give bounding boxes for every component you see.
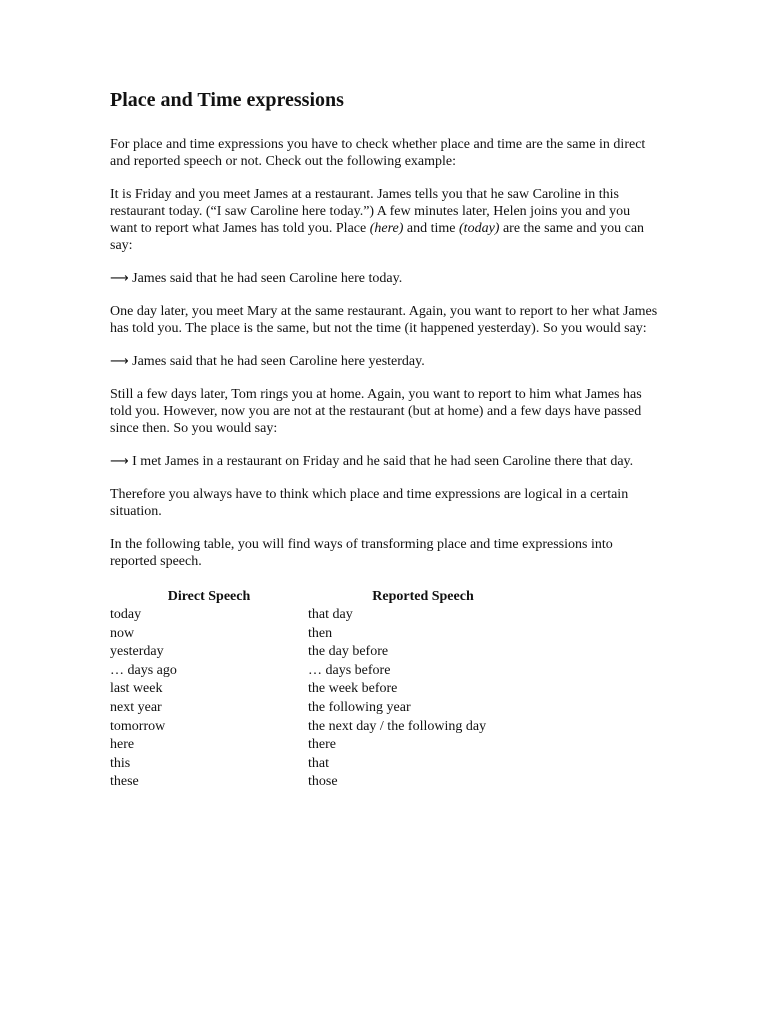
direct-cell: next year xyxy=(110,699,162,715)
scenario-a-text: It is Friday and you meet James at a restaurant. James tells you that he saw Caroline in this restaurant today. (“I saw Caroline here today.”) A few minutes later, Helen joins you and you want to report what James has told you. Place xyxy=(110,187,631,236)
arrow-icon: ⟶ xyxy=(110,454,129,469)
direct-cell: last week xyxy=(110,681,163,697)
direct-cell: today xyxy=(110,607,142,622)
direct-speech-header: Direct Speech xyxy=(167,588,251,604)
reported-cell: the following year xyxy=(308,699,411,715)
reported-cell: those xyxy=(308,774,338,790)
arrow-icon: ⟶ xyxy=(110,271,129,286)
table-row xyxy=(110,755,538,774)
table-row xyxy=(110,680,538,699)
table-row xyxy=(110,718,538,737)
reported-cell: that day xyxy=(308,607,353,622)
scenario-c-paragraph: Still a few days later, Tom rings you at home. Again, you want to report to him what James has told you. However, now you are not at the restaurant (but at home) and a few days have passed since then. So you would say: xyxy=(110,387,642,436)
reported-cell: the next day / the following day xyxy=(308,718,487,734)
direct-cell: yesterday xyxy=(110,644,164,660)
direct-cell: these xyxy=(110,774,139,790)
reported-cell: the week before xyxy=(308,681,398,697)
example-1 xyxy=(110,270,660,287)
example-3-text: I met James in a restaurant on Friday and he said that he had seen Caroline there that day. xyxy=(132,454,634,469)
reported-cell: there xyxy=(308,737,336,753)
reported-cell: then xyxy=(308,625,333,641)
example-2-text: James said that he had seen Caroline here yesterday. xyxy=(132,354,425,369)
direct-cell: tomorrow xyxy=(110,718,166,734)
today-emphasis: (today) xyxy=(459,221,500,236)
example-3 xyxy=(110,453,660,470)
table-row xyxy=(110,736,538,755)
intro-paragraph: For place and time expressions you have to check whether place and time are the same in direct and reported speech or not. Check out the following example: xyxy=(110,137,646,169)
page-title: Place and Time expressions xyxy=(110,89,344,111)
direct-cell: this xyxy=(110,755,131,771)
and-time-text: and time xyxy=(403,221,460,236)
scenario-b-paragraph: One day later, you meet Mary at the same restaurant. Again, you want to report to her what James has told you. The place is the same, but not the time (it happened yesterday). So you would say: xyxy=(110,304,658,336)
table-intro-paragraph: In the following table, you will find ways of transforming place and time expressions into reported speech. xyxy=(110,537,613,569)
conclusion-paragraph: Therefore you always have to think which place and time expressions are logical in a certain situation. xyxy=(110,487,629,519)
document-page xyxy=(110,88,660,792)
reported-cell: the day before xyxy=(308,644,389,660)
direct-cell: now xyxy=(110,625,135,641)
scenario-a-end-text: are the same and you can say: xyxy=(110,221,645,253)
expressions-table xyxy=(110,586,538,792)
example-1-text: James said that he had seen Caroline here today. xyxy=(132,271,403,286)
scenario-a-paragraph xyxy=(110,186,660,254)
table-row xyxy=(110,625,538,644)
reported-cell: that xyxy=(308,755,329,771)
reported-cell: … days before xyxy=(308,662,391,678)
direct-cell: here xyxy=(110,737,135,753)
here-emphasis: (here) xyxy=(369,221,404,236)
direct-cell: … days ago xyxy=(110,662,177,678)
reported-speech-header: Reported Speech xyxy=(372,588,474,604)
example-2 xyxy=(110,353,660,370)
table-row xyxy=(110,773,538,792)
table-row xyxy=(110,606,538,625)
table-row xyxy=(110,643,538,662)
arrow-icon: ⟶ xyxy=(110,354,129,369)
table-row xyxy=(110,699,538,718)
table-header-row xyxy=(110,586,538,606)
table-row xyxy=(110,662,538,681)
